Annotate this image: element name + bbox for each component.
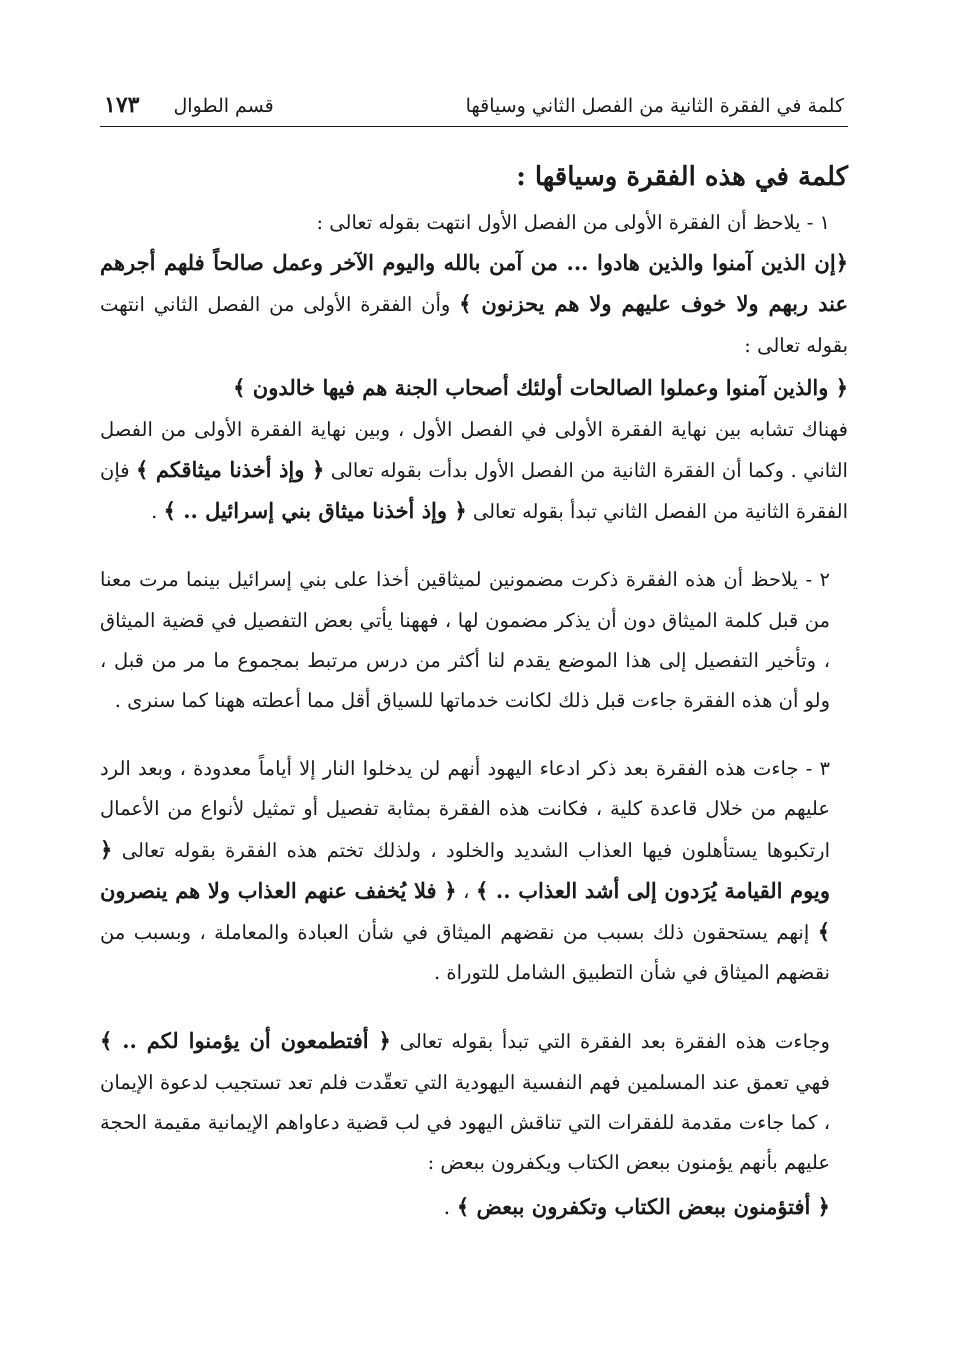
quran-verse: ﴿ أفتؤمنون ببعض الكتاب وتكفرون ببعض ﴾: [456, 1194, 830, 1220]
header-left-group: [104, 92, 274, 118]
paragraph-text: .: [151, 500, 164, 524]
paragraph-spacer: [100, 532, 848, 560]
paragraph-text: وجاءت هذه الفقرة بعد الفقرة التي تبدأ بقوله تعالى: [390, 1030, 830, 1054]
paragraph-1: [100, 243, 848, 366]
quran-verse: ﴿ وإذ أخذنا ميثاق بني إسرائيل .. ﴾: [163, 498, 467, 524]
paragraph-2: ٢ - يلاحظ أن هذه الفقرة ذكرت مضمونين لميثاقين أخذا على بني إسرائيل بينما مرت معنا من قبل كلمة الميثاق دون أن يذكر مضمون لها ، فههنا يأتي بعض التفصيل في قضية الميثاق ، وتأخير التفصيل إلى هذا الموضع يقدم لنا أكثر من درس مرتبط بمجموع ما مر من قبل ، ولو أن هذه الفقرة جاءت قبل ذلك لكانت خدماتها للسياق أقل مما أعطته ههنا كما سنرى .: [100, 568, 830, 713]
quran-verse: ﴿إن الذين آمنوا والذين هادوا ... من آمن بالله واليوم الآخر وعمل صالحاً فلهم أجرهم عند ربهم ولا خوف عليهم ولا هم يحزنون ﴾: [100, 250, 848, 317]
paragraph-text: ٣ - جاءت هذه الفقرة بعد ذكر ادعاء اليهود أنهم لن يدخلوا النار إلا أياماً معدودة ، وبعد الرد عليهم من خلال قاعدة كلية ، فكانت هذه الفقرة بمثابة تفصيل أو تمثيل لأنواع من الأعمال ارتكبوها يستأهلون فيها العذاب الشديد والخلود ، ولذلك تختم هذه الفقرة بقوله تعالى: [100, 757, 830, 862]
page-number: ١٧٣: [104, 92, 140, 118]
quran-verse: ﴿ أفتطمعون أن يؤمنوا لكم .. ﴾: [100, 1028, 391, 1054]
paragraph-1-intro: ١ - يلاحظ أن الفقرة الأولى من الفصل الأول انتهت بقوله تعالى :: [316, 211, 830, 234]
paragraph-text: .: [443, 1195, 457, 1220]
running-header: [100, 92, 848, 127]
quran-verse: ﴿ وإذ أخذنا ميثاقكم ﴾: [136, 457, 325, 483]
closing-verse-line: [100, 1185, 848, 1229]
book-page: [100, 92, 848, 1229]
quran-verse: ﴿ ويوم القيامة يُرَدون إلى أشد العذاب .. ﴾: [100, 836, 830, 903]
quran-verse-line: ﴿ والذين آمنوا وعملوا الصالحات أولئك أصحاب الجنة هم فيها خالدون ﴾: [233, 374, 848, 400]
paragraph-spacer: [100, 721, 848, 749]
paragraph-1-continued: [100, 410, 848, 533]
paragraph-text: وأن الفقرة الأولى من الفصل الثاني انتهت بقوله تعالى :: [100, 293, 848, 357]
paragraph-text: ،: [456, 879, 476, 903]
paragraph-text: فهي تعمق عند المسلمين فهم النفسية اليهودية التي تعقّدت فلم تعد تستجيب لدعوة الإيمان ، كما جاءت مقدمة للفقرات التي تناقش اليهود في لب قضية دعاواهم الإيمانية مقيمة الحجة عليهم بأنهم يؤمنون ببعض الكتاب ويكفرون ببعض :: [100, 1070, 830, 1175]
paragraph-3: [100, 749, 848, 993]
paragraph-4: [100, 1021, 848, 1183]
section-name: قسم الطوال: [173, 95, 274, 117]
paragraph-text: إنهم يستحقون ذلك بسبب من نقضهم الميثاق في شأن العبادة والمعاملة ، وبسبب من نقضهم الميثاق في شأن التطبيق الشامل للتوراة .: [100, 921, 830, 985]
paragraph-text: فهناك تشابه بين نهاية الفقرة الأولى في الفصل الأول ، وبين نهاية الفقرة الأولى من الفصل الثاني . وكما أن الفقرة الثانية من الفصل الأول بدأت بقوله تعالى: [100, 417, 848, 483]
paragraph-text: فإن الفقرة الثانية من الفصل الثاني تبدأ بقوله تعالى: [100, 459, 848, 524]
chapter-title: كلمة في الفقرة الثانية من الفصل الثاني وسياقها: [465, 95, 844, 117]
paragraph-spacer: [100, 993, 848, 1021]
quran-verse: ﴿ فلا يُخفف عنهم العذاب ولا هم ينصرون ﴾: [100, 877, 830, 945]
section-heading: كلمة في هذه الفقرة وسياقها :: [516, 162, 848, 192]
